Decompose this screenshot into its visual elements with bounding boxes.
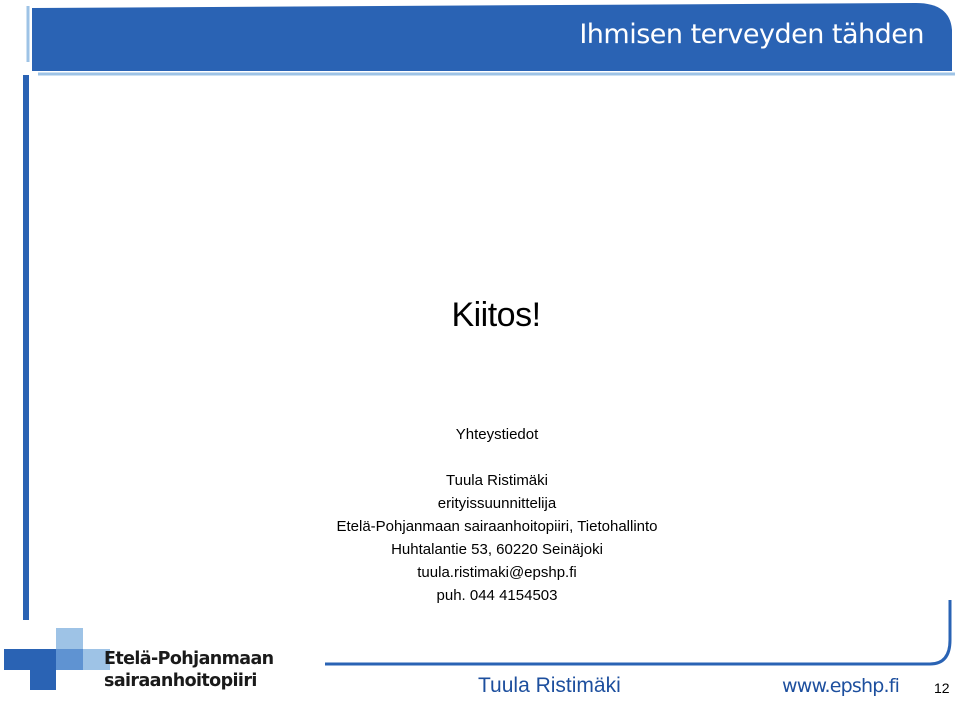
slide-title: Kiitos!	[451, 296, 541, 334]
logo-line-1: Etelä-Pohjanmaan	[104, 649, 274, 669]
contact-phone: puh. 044 4154503	[436, 587, 558, 604]
contact-heading: Yhteystiedot	[455, 426, 539, 443]
page-number: 12	[934, 680, 950, 696]
bottom-frame-line	[325, 600, 950, 664]
contact-address: Huhtalantie 53, 60220 Seinäjoki	[391, 541, 603, 558]
cross-logo-icon	[0, 628, 112, 692]
contact-block	[0, 423, 960, 607]
contact-email[interactable]: tuula.ristimaki@epshp.fi	[417, 564, 577, 581]
contact-name: Tuula Ristimäki	[446, 472, 548, 489]
footer-presenter: Tuula Ristimäki	[478, 674, 621, 697]
organization-logo-text	[104, 648, 274, 692]
contact-role: erityissuunnittelija	[437, 495, 557, 512]
header-tagline: Ihmisen terveyden tähden	[579, 19, 924, 50]
contact-organization: Etelä-Pohjanmaan sairaanhoitopiiri, Tietohallinto	[336, 518, 658, 535]
footer-website-link[interactable]: www.epshp.fi	[782, 675, 900, 697]
logo-line-2: sairaanhoitopiiri	[104, 671, 257, 691]
